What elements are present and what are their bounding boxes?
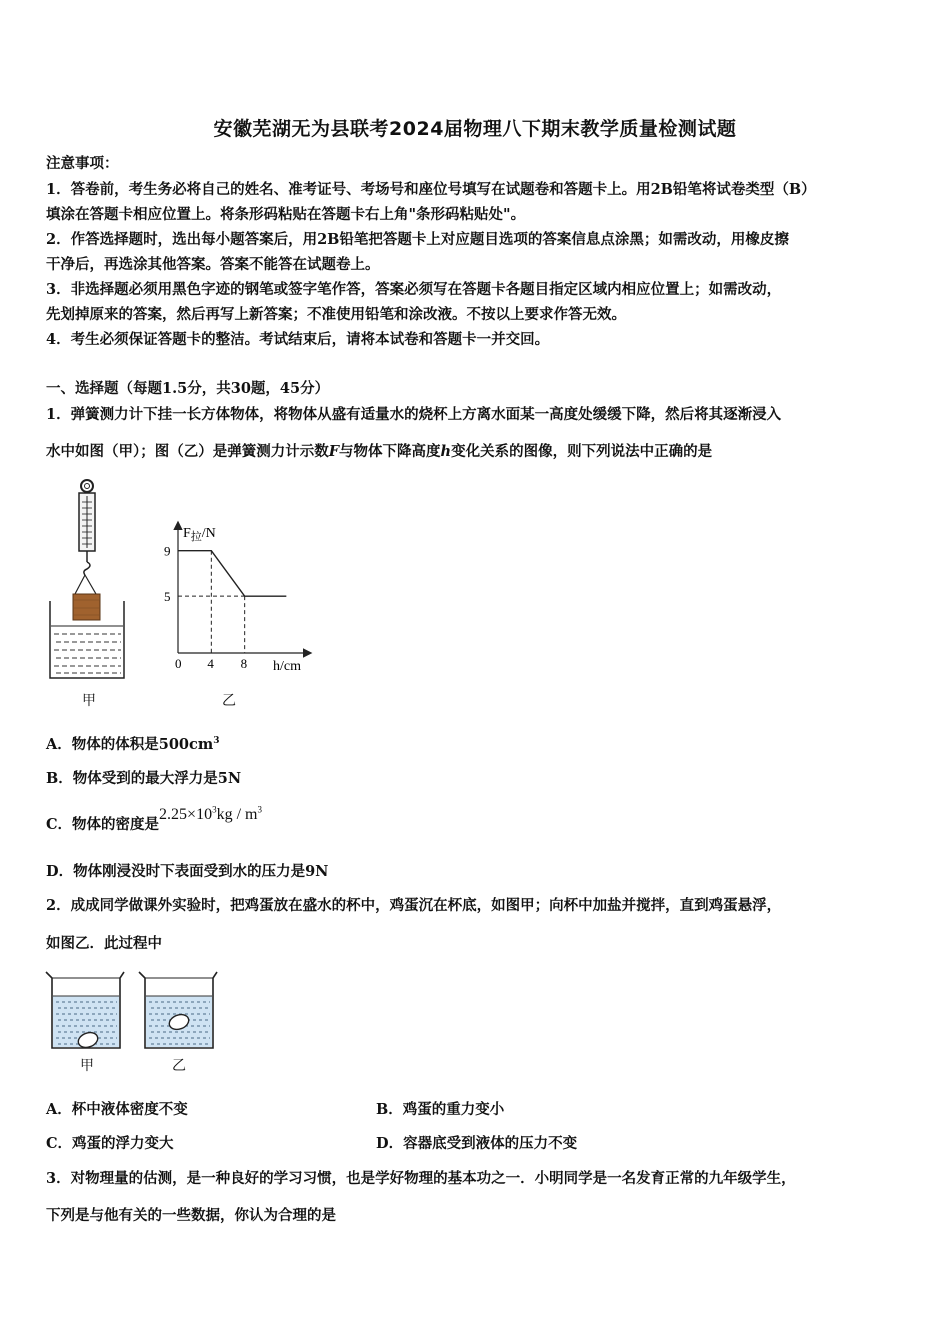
notes-line: 3．非选择题必须用黑色字迹的钢笔或签字笔作答，答案必须写在答题卡各题目指定区域内相应位置上；如需改动， <box>46 281 782 298</box>
q2-option-a: A．杯中液体密度不变 <box>46 1101 188 1118</box>
section-heading: 一、选择题（每题1.5分，共30题，45分） <box>46 380 330 397</box>
figure-label-jia: 甲 <box>82 693 96 709</box>
var-h: h <box>440 443 452 460</box>
notes-line: 1．答卷前，考生务必将自己的姓名、准考证号、考场号和座位号填写在试题卷和答题卡上。用2B铅笔将试卷类型（B） <box>46 181 816 198</box>
figure-label-yi-2: 乙 <box>172 1058 186 1074</box>
q2-option-b: B．鸡蛋的重力变小 <box>376 1101 505 1118</box>
q1-option-c: C．物体的密度是$2.25\times 10^3kg / m^3$ <box>46 804 262 833</box>
q1-stem-line2: 水中如图（甲）；图（乙）是弹簧测力计示数F与物体下降高度h变化关系的图像，则下列说法中正确的是 <box>46 443 713 460</box>
q2-option-d: D．容器底受到液体的压力不变 <box>376 1135 578 1152</box>
spring-scale-figure <box>44 476 134 686</box>
q2-stem-line2: 如图乙．此过程中 <box>46 935 162 952</box>
series-line <box>178 551 286 596</box>
x-tick-label: 0 <box>175 656 182 671</box>
q1-option-a: A．物体的体积是$500cm^3$ <box>46 736 220 753</box>
x-axis-label: h/cm <box>273 659 301 674</box>
notes-line: 4．考生必须保证答题卡的整洁。考试结束后，请将本试卷和答题卡一并交回。 <box>46 331 550 348</box>
y-tick-label: 5 <box>164 589 171 605</box>
x-tick-label: 4 <box>207 656 214 671</box>
notes-line: 先划掉原来的答案，然后再写上新答案；不准使用铅笔和涂改液。不按以上要求作答无效。 <box>46 306 626 323</box>
y-axis-label: $F_拉/N$ <box>183 526 216 543</box>
force-height-graph <box>155 515 320 680</box>
q2-option-c: C．鸡蛋的浮力变大 <box>46 1135 174 1152</box>
q1-stem-line1: 1．弹簧测力计下挂一长方体物体，将物体从盛有适量水的烧杯上方离水面某一高度处缓缓下降，然后将其逐渐浸入 <box>46 406 782 423</box>
q2-stem-line1: 2．成成同学做课外实验时，把鸡蛋放在盛水的杯中，鸡蛋沉在杯底，如图甲；向杯中加盐并搅拌，直到鸡蛋悬浮， <box>46 897 782 914</box>
q1-option-b: B．物体受到的最大浮力是5N <box>46 770 242 787</box>
figure-label-jia-2: 甲 <box>80 1058 94 1074</box>
notes-heading: 注意事项： <box>46 155 119 172</box>
notes-line: 2．作答选择题时，选出每小题答案后，用2B铅笔把答题卡上对应题目选项的答案信息点涂黑；如需改动，用橡皮擦 <box>46 231 789 248</box>
q3-stem-line2: 下列是与他有关的一些数据，你认为合理的是 <box>46 1207 336 1224</box>
figure-label-yi: 乙 <box>222 693 236 709</box>
notes-line: 填涂在答题卡相应位置上。将条形码粘贴在答题卡右上角"条形码粘贴处"。 <box>46 206 526 223</box>
page-title: 安徽芜湖无为县联考2024届物理八下期末教学质量检测试题 <box>213 118 737 140</box>
q1-option-d: D．物体刚浸没时下表面受到水的压力是9N <box>46 863 329 880</box>
q3-stem-line1: 3．对物理量的估测，是一种良好的学习习惯，也是学好物理的基本功之一．小明同学是一名发育正常的九年级学生， <box>46 1170 796 1187</box>
var-f: F <box>328 443 340 460</box>
y-tick-label: 9 <box>164 543 171 559</box>
density-formula: $2.25\times 10^3kg / m^3$ <box>159 804 262 823</box>
egg-beakers-figure <box>44 970 224 1052</box>
x-tick-label: 8 <box>240 656 248 671</box>
notes-line: 干净后，再选涂其他答案。答案不能答在试题卷上。 <box>46 256 380 273</box>
